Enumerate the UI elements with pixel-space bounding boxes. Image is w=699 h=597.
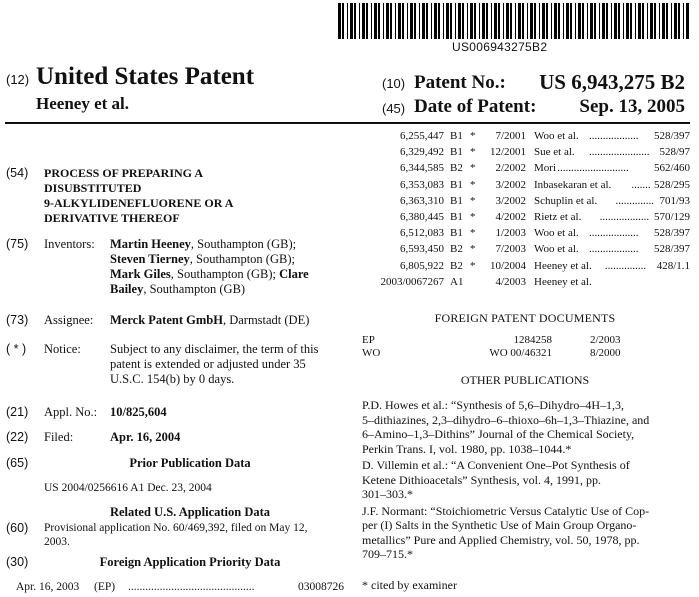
barcode-bar <box>438 3 440 39</box>
notice-text <box>110 342 346 387</box>
foreign-doc-row <box>362 334 688 348</box>
barcode-bar <box>647 3 648 39</box>
inventor-location: , Southampton (GB); <box>189 252 295 266</box>
filed-label: Filed: <box>44 430 74 444</box>
foreign-doc-date: 8/2000 <box>590 347 621 359</box>
ref-dots: .......................... <box>557 162 629 175</box>
ref-star: * <box>470 178 476 191</box>
appl-label: Appl. No.: <box>44 405 98 419</box>
ref-dots: .................. <box>599 211 650 223</box>
publication-line: P.D. Howes et al.: “Synthesis of 5,6–Dihydro–4H–1,3, <box>362 398 624 412</box>
priority-date: Apr. 16, 2003 <box>16 581 80 593</box>
barcode-bar <box>395 3 396 39</box>
ref-dots: .................. <box>589 243 639 256</box>
title-line: DERIVATIVE THEREOF <box>44 211 180 225</box>
barcode-bar <box>662 3 665 39</box>
barcode-bar <box>578 3 581 39</box>
ref-dots: ....... <box>631 178 651 191</box>
ref-date: 3/2002 <box>495 194 526 207</box>
us-reference-row <box>360 146 690 160</box>
ref-kind: B2 <box>450 259 463 272</box>
barcode-bar <box>419 3 420 39</box>
appl-number: 10/825,604 <box>110 405 167 419</box>
publication-line: 5–dithiazines, 2,3–dihydro–6–thioxo–6h–1,3–Thiazine, and <box>362 412 650 427</box>
date-code: (45) <box>382 101 406 116</box>
provisional-code: (60) <box>6 521 29 535</box>
barcode-bar <box>491 3 492 39</box>
foreign-docs-heading: FOREIGN PATENT DOCUMENTS <box>434 311 616 325</box>
foreign-doc-country: EP <box>362 334 375 346</box>
barcode-bar <box>534 3 536 39</box>
ref-star: * <box>470 162 476 175</box>
foreign-priority-entry <box>16 580 344 594</box>
ref-class: 528/295 <box>653 178 690 191</box>
barcode-bar <box>602 3 605 39</box>
ref-star: * <box>470 259 476 272</box>
ref-kind: B2 <box>450 243 463 256</box>
barcode-bar <box>650 3 653 39</box>
publication <box>362 504 692 562</box>
us-references <box>360 128 690 298</box>
barcode-bar <box>522 3 524 39</box>
barcode-bar <box>410 3 413 39</box>
ref-number: 6,363,310 <box>400 194 444 207</box>
ref-star: * <box>470 211 476 223</box>
ref-star: * <box>470 227 476 240</box>
publication-line: J.F. Normant: “Stoichiometric Versus Catalytic Use of Cop- <box>362 503 650 518</box>
barcode-bar <box>366 3 368 39</box>
ref-number: 2003/0067267 <box>380 275 444 288</box>
barcode-bar <box>671 3 672 39</box>
publication-line: Perkin Trans. I, vol. 1980, pp. 1038–1044.* <box>362 441 572 456</box>
inventor-name: Steven Tierney <box>110 252 190 266</box>
ref-dots: ...................... <box>589 146 650 159</box>
provisional-text <box>44 521 308 549</box>
ref-class: 570/129 <box>653 211 690 223</box>
ref-inventor: Heeney et al. <box>534 275 592 288</box>
barcode-bar <box>618 3 620 39</box>
barcode-bar <box>566 3 569 39</box>
barcode-bar <box>527 3 528 39</box>
ref-class: 528/397 <box>653 130 690 142</box>
ref-number: 6,344,585 <box>400 162 444 175</box>
inventor-name: Clare <box>279 267 309 281</box>
ref-class: 701/93 <box>659 194 690 207</box>
inventors-label: Inventors: <box>44 237 95 251</box>
barcode-bar <box>570 3 572 39</box>
ref-star: * <box>470 130 476 142</box>
ref-inventor: Inbasekaran et al. <box>534 178 612 191</box>
barcode-bar <box>666 3 668 39</box>
notice-line: U.S.C. 154(b) by 0 days. <box>110 372 235 386</box>
foreign-doc-row <box>362 347 688 361</box>
ref-kind: B1 <box>450 178 463 191</box>
barcode-bar <box>342 3 344 39</box>
notice-code: ( * ) <box>6 342 27 356</box>
prior-code: (65) <box>6 456 29 470</box>
barcode-bar <box>455 3 456 39</box>
ref-inventor: Woo et al. <box>534 243 579 256</box>
barcode-bar <box>563 3 564 39</box>
ref-number: 6,255,447 <box>400 130 444 142</box>
barcode-bar <box>659 3 660 39</box>
barcode-bar <box>515 3 516 39</box>
barcode-bar <box>467 3 468 39</box>
ref-dots: ............... <box>604 259 647 272</box>
title-line: DISUBSTITUTED <box>44 181 142 195</box>
barcode-bar <box>614 3 617 39</box>
barcode-bar <box>626 3 629 39</box>
provisional-line: Provisional application No. 60/469,392, filed on May 12, <box>44 522 308 534</box>
barcode-bar <box>498 3 500 39</box>
provisional-line: 2003. <box>44 536 70 548</box>
ref-date: 10/2004 <box>489 259 526 272</box>
barcode-bar <box>338 3 341 39</box>
barcode-bar <box>542 3 545 39</box>
us-reference-row <box>360 195 690 209</box>
inventor-name: Mark Giles <box>110 267 171 281</box>
publication-line: D. Villemin et al.: “A Convenient One–Pot Synthesis of <box>362 458 630 472</box>
date-label: Date of Patent: <box>414 96 537 117</box>
title-code: (54) <box>6 166 29 180</box>
ref-kind: B2 <box>450 162 463 175</box>
assignee <box>110 313 309 328</box>
barcode-bar <box>407 3 408 39</box>
ref-kind: B1 <box>450 146 463 159</box>
ref-kind: A1 <box>450 275 464 288</box>
barcode-bar <box>539 3 540 39</box>
barcode-bar <box>594 3 596 39</box>
ref-date: 7/2003 <box>495 243 526 256</box>
barcode <box>338 3 690 39</box>
barcode-bar <box>638 3 641 39</box>
barcode-bar <box>582 3 584 39</box>
ref-inventor: Woo et al. <box>534 227 579 240</box>
barcode-bar <box>482 3 485 39</box>
barcode-bar <box>378 3 380 39</box>
us-reference-row <box>360 243 690 257</box>
ref-inventor: Schuplin et al. <box>534 194 598 207</box>
barcode-bar <box>606 3 608 39</box>
ref-inventor: Mori <box>534 162 556 175</box>
assignee-code: (73) <box>6 313 29 327</box>
ref-date: 12/2001 <box>489 146 526 159</box>
ref-kind: B1 <box>450 211 463 223</box>
other-publications <box>362 398 692 562</box>
inventor-name: Bailey <box>110 282 144 296</box>
ref-number: 6,353,083 <box>400 178 444 191</box>
barcode-bar <box>398 3 401 39</box>
ref-date: 7/2001 <box>495 130 526 142</box>
barcode-bar <box>390 3 392 39</box>
assignee-label: Assignee: <box>44 313 94 327</box>
ref-class: 528/397 <box>653 243 690 256</box>
publication-line: per (I) Salts in the Synthetic Use of Main Group Organo- <box>362 518 637 532</box>
publication-line: 301–303.* <box>362 487 413 501</box>
ref-class: 528/97 <box>659 146 690 159</box>
ref-number: 6,329,492 <box>400 146 444 159</box>
foreign-priority-code: (30) <box>6 555 29 569</box>
barcode-bar <box>443 3 444 39</box>
barcode-bar <box>611 3 612 39</box>
barcode-bar <box>422 3 425 39</box>
barcode-bar <box>623 3 624 39</box>
patent-title: United States Patent <box>36 63 255 90</box>
barcode-bar <box>446 3 449 39</box>
barcode-bar <box>654 3 656 39</box>
ref-star: * <box>470 146 476 159</box>
barcode-bar <box>506 3 509 39</box>
barcode-bar <box>458 3 461 39</box>
kind-code: (12) <box>6 72 30 87</box>
foreign-doc-country: WO <box>362 347 381 359</box>
publication-line: Ketene Dithioacetals” Synthesis, vol. 4, 1991, pp. <box>362 472 601 487</box>
ref-kind: B1 <box>450 130 463 142</box>
barcode-bar <box>426 3 428 39</box>
barcode-bar <box>686 3 689 39</box>
foreign-doc-number: WO 00/46321 <box>489 347 552 359</box>
patent-date: Sep. 13, 2005 <box>579 96 685 117</box>
assignee-name: Merck Patent GmbH <box>110 313 223 327</box>
priority-country: (EP) <box>94 581 116 593</box>
publication <box>362 458 692 502</box>
notice-line: Subject to any disclaimer, the term of this <box>110 342 319 356</box>
barcode-bar <box>434 3 437 39</box>
us-reference-row <box>360 276 690 290</box>
patent-no-code: (10) <box>382 76 406 91</box>
barcode-label: US006943275B2 <box>452 40 548 54</box>
barcode-bar <box>630 3 632 39</box>
inventor-name: Martin Heeney <box>110 237 191 251</box>
inventor-location: , Southampton (GB); <box>170 267 280 281</box>
ref-dots: .................. <box>589 227 639 240</box>
barcode-bar <box>503 3 504 39</box>
patent-no-label: Patent No.: <box>414 72 506 93</box>
barcode-bar <box>362 3 365 39</box>
notice-line: patent is extended or adjusted under 35 <box>110 357 306 371</box>
publication-line: 709–715.* <box>362 547 413 561</box>
ref-star: * <box>470 243 476 256</box>
barcode-bar <box>674 3 677 39</box>
barcode-bar <box>518 3 521 39</box>
ref-star: * <box>470 194 476 207</box>
ref-class: 428/1.1 <box>656 259 690 272</box>
barcode-bar <box>462 3 464 39</box>
patent-authors: Heeney et al. <box>36 94 129 113</box>
us-reference-row <box>360 179 690 193</box>
inventor-location: , Southampton (GB); <box>190 237 297 251</box>
ref-inventor: Rietz et al. <box>534 211 582 223</box>
ref-inventor: Woo et al. <box>534 130 579 142</box>
ref-dots: .................. <box>589 130 639 142</box>
barcode-bar <box>554 3 557 39</box>
patent-number: US 6,943,275 B2 <box>539 70 685 94</box>
filed-date: Apr. 16, 2004 <box>110 430 181 444</box>
us-reference-row <box>360 227 690 241</box>
inventors-code: (75) <box>6 237 29 251</box>
publication <box>362 398 692 456</box>
barcode-bar <box>470 3 473 39</box>
assignee-location: , Darmstadt (DE) <box>222 313 310 327</box>
ref-date: 2/2002 <box>495 162 526 175</box>
ref-class: 562/460 <box>653 162 690 175</box>
barcode-bar <box>590 3 593 39</box>
header-divider <box>5 122 690 124</box>
invention-title <box>44 166 233 226</box>
title-line: 9-ALKYLIDENEFLUORENE OR A <box>44 196 234 210</box>
ref-number: 6,380,445 <box>400 211 444 223</box>
barcode-bar <box>402 3 404 39</box>
foreign-doc-date: 2/2003 <box>590 334 621 346</box>
ref-inventor: Sue et al. <box>534 146 575 159</box>
publication-line: metallics” Pure and Applied Chemistry, vol. 50, 1978, pp. <box>362 532 640 547</box>
barcode-bar <box>450 3 452 39</box>
barcode-bar <box>354 3 356 39</box>
prior-publication-heading: Prior Publication Data <box>129 456 251 470</box>
us-reference-row <box>360 162 690 176</box>
barcode-bar <box>546 3 548 39</box>
barcode-bar <box>374 3 377 39</box>
ref-date: 1/2003 <box>495 227 526 240</box>
barcode-bar <box>494 3 497 39</box>
priority-dots: ............................................ <box>128 581 255 593</box>
barcode-bar <box>642 3 644 39</box>
ref-number: 6,512,083 <box>400 227 444 240</box>
ref-class: 528/397 <box>653 227 690 240</box>
us-reference-row <box>360 211 690 225</box>
ref-kind: B1 <box>450 227 463 240</box>
barcode-bar <box>383 3 384 39</box>
foreign-doc-number: 1284258 <box>513 334 552 346</box>
barcode-bar <box>558 3 560 39</box>
barcode-bar <box>587 3 588 39</box>
barcode-bar <box>678 3 680 39</box>
barcode-bar <box>479 3 480 39</box>
ref-number: 6,593,450 <box>400 243 444 256</box>
publication-line: 6–Amino–1,3–Dithins” Journal of the Chemical Society, <box>362 427 635 441</box>
ref-kind: B1 <box>450 194 463 207</box>
foreign-priority-heading: Foreign Application Priority Data <box>99 555 281 569</box>
us-reference-row <box>360 130 690 144</box>
title-line: PROCESS OF PREPARING A <box>44 166 204 180</box>
barcode-bar <box>486 3 488 39</box>
notice-label: Notice: <box>44 342 81 356</box>
inventor-location: , Southampton (GB) <box>143 282 246 296</box>
barcode-bar <box>386 3 389 39</box>
priority-number: 03008726 <box>298 581 344 593</box>
inventors-list <box>110 237 350 297</box>
us-reference-row <box>360 260 690 274</box>
barcode-bar <box>371 3 372 39</box>
ref-date: 3/2002 <box>495 178 526 191</box>
prior-publication-entry: US 2004/0256616 A1 Dec. 23, 2004 <box>44 482 212 494</box>
ref-date: 4/2002 <box>495 211 526 223</box>
ref-inventor: Heeney et al. <box>534 259 592 272</box>
related-heading: Related U.S. Application Data <box>109 505 271 519</box>
barcode-bar <box>683 3 684 39</box>
filed-code: (22) <box>6 430 29 444</box>
barcode-bar <box>414 3 416 39</box>
barcode-bar <box>474 3 476 39</box>
barcode-bar <box>575 3 576 39</box>
barcode-bar <box>551 3 552 39</box>
barcode-bar <box>599 3 600 39</box>
barcode-bar <box>635 3 636 39</box>
appl-code: (21) <box>6 405 29 419</box>
barcode-bar <box>350 3 353 39</box>
cited-by-examiner-note: * cited by examiner <box>362 578 457 592</box>
barcode-bar <box>510 3 512 39</box>
ref-dots: .............. <box>615 194 654 207</box>
barcode-bar <box>359 3 360 39</box>
ref-date: 4/2003 <box>495 275 526 288</box>
other-publications-heading: OTHER PUBLICATIONS <box>460 373 590 387</box>
barcode-bar <box>347 3 348 39</box>
barcode-bar <box>530 3 533 39</box>
barcode-bar <box>431 3 432 39</box>
ref-number: 6,805,922 <box>400 259 444 272</box>
